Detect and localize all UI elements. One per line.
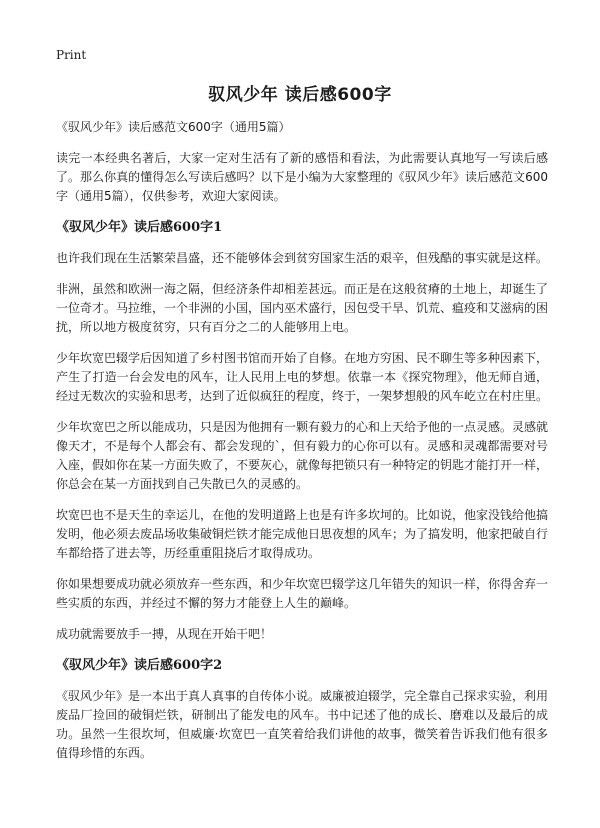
paragraph: 少年坎宽巴辍学后因知道了乡村图书馆而开始了自修。在地方穷困、民不聊生等多种因素下，产生了打造一台会发电的风车，让人民用上电的梦想。依靠一本《探究物理》，他无师自通，经过无数次的实验和思考，达到了近似疯狂的程度，终于，一架梦想般的风车屹立在村庄里。 [56, 351, 549, 403]
paragraph: 《驭风少年》是一本出于真人真事的自传体小说。威廉被迫辍学，完全靠自己探求实验，利用废品厂捡回的破铜烂铁，研制出了能发电的风车。书中记述了他的成长、磨难以及最后的成功。虽然一生很坎坷，但威廉·坎宽巴一直笑着给我们讲他的故事，微笑着告诉我们他有很多值得珍惜的东西。 [56, 689, 549, 760]
intro-paragraph: 读完一本经典名著后，大家一定对生活有了新的感悟和看法，为此需要认真地写一写读后感了。那么你真的懂得怎么写读后感吗？以下是小编为大家整理的《驭风少年》读后感范文600字（通用5篇），仅供参考，欢迎大家阅读。 [56, 151, 548, 203]
paragraph: 成功就需要放手一搏，从现在开始干吧！ [56, 627, 273, 641]
paragraph: 非洲，虽然和欧洲一海之隔，但经济条件却相差甚远。而正是在这般贫瘠的土地上，却诞生了一位奇才。马拉维，一个非洲的小国，国内巫术盛行，因包受干旱、饥荒、瘟疫和艾滋病的困扰，所以地方极度贫穷，只有百分之二的人能够用上电。 [56, 282, 549, 334]
paragraph: 坎宽巴也不是天生的幸运儿，在他的发明道路上也是有许多坎坷的。比如说，他家没钱给他搞发明，他必须去废品场收集破铜烂铁才能完成他日思夜想的风车；为了搞发明，他家把破自行车都给搭了进去等，历经重重阻挠后才取得成功。 [56, 508, 549, 560]
paragraph: 少年坎宽巴之所以能成功，只是因为他拥有一颗有毅力的心和上天给予他的一点灵感。灵感就像天才，不是每个人都会有、都会发现的`，但有毅力的心你可以有。灵感和灵魂都需要对号入座，假如你在某一方面失败了，不要灰心，就像每把锁只有一种特定的钥匙才能打开一样，你总会在某一方面找到自己失散已久的灵感的。 [56, 420, 549, 491]
paragraph: 也许我们现在生活繁荣昌盛，还不能够体会到贫穷国家生活的艰辛，但残酷的事实就是这样。 [56, 251, 549, 265]
page-title: 驭风少年 读后感600字 [208, 85, 392, 105]
article-subtitle: 《驭风少年》读后感范文600字（通用5篇） [56, 120, 291, 134]
paragraph: 你如果想要成功就必须放弃一些东西，和少年坎宽巴辍学这几年错失的知识一样，你得舍弃一些实质的东西，并经过不懈的努力才能登上人生的巅峰。 [56, 577, 549, 610]
print-link[interactable]: Print [56, 48, 87, 62]
section-heading-1: 《驭风少年》读后感600字1 [56, 220, 223, 235]
section-heading-2: 《驭风少年》读后感600字2 [56, 658, 223, 673]
article-body [56, 118, 548, 775]
